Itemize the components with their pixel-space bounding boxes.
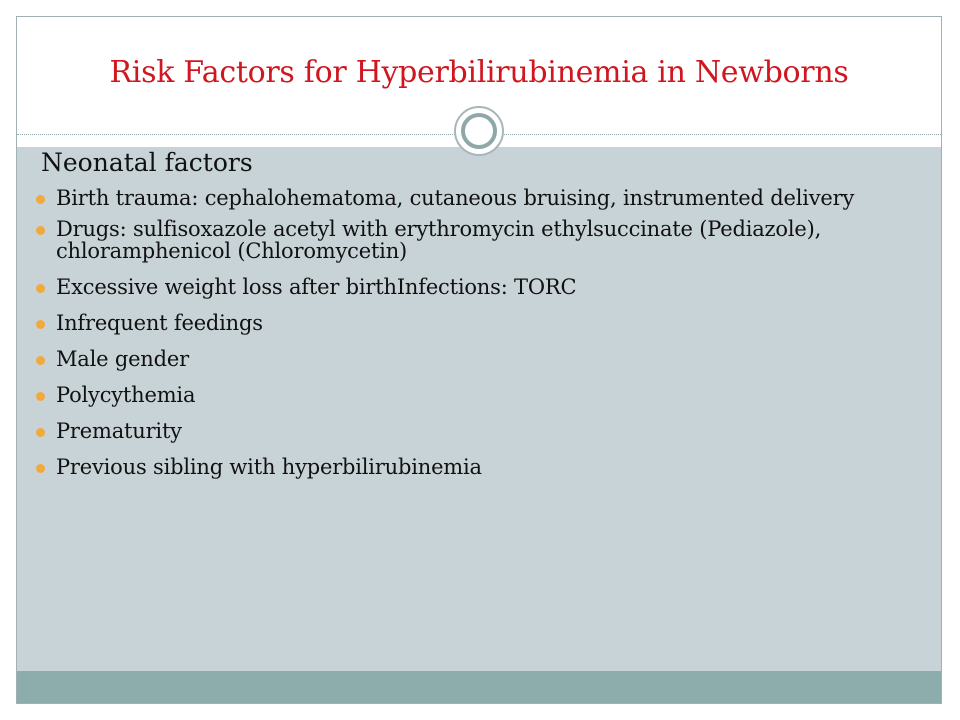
bullet-dot-icon xyxy=(36,195,45,204)
bullet-text: Previous sibling with hyperbilirubinemia xyxy=(56,455,482,479)
list-item xyxy=(34,187,904,209)
bullet-text: Male gender xyxy=(56,347,189,371)
list-item xyxy=(34,218,904,262)
slide-title: Risk Factors for Hyperbilirubinemia in Newborns xyxy=(109,55,849,90)
list-item xyxy=(34,420,904,442)
bullet-text: Excessive weight loss after birthInfections: TORC xyxy=(56,275,577,299)
list-item xyxy=(34,348,904,370)
bullet-dot-icon xyxy=(36,464,45,473)
bullet-dot-icon xyxy=(36,284,45,293)
bullet-dot-icon xyxy=(36,356,45,365)
bullet-dot-icon xyxy=(36,392,45,401)
list-item xyxy=(34,456,904,478)
list-item xyxy=(34,276,904,298)
bullet-text: Polycythemia xyxy=(56,383,196,407)
bullet-dot-icon xyxy=(36,428,45,437)
bullet-text: Infrequent feedings xyxy=(56,311,263,335)
circle-ornament-icon xyxy=(454,106,504,156)
bullet-dot-icon xyxy=(36,320,45,329)
list-item xyxy=(34,384,904,406)
bullet-dot-icon xyxy=(36,226,45,235)
bullet-list xyxy=(34,187,904,487)
section-heading: Neonatal factors xyxy=(41,148,253,177)
list-item xyxy=(34,312,904,334)
footer-band xyxy=(17,671,941,704)
bullet-text: Prematurity xyxy=(56,419,182,443)
bullet-text: Birth trauma: cephalohematoma, cutaneous bruising, instrumented delivery xyxy=(56,186,855,210)
bullet-text: Drugs: sulfisoxazole acetyl with erythromycin ethylsuccinate (Pediazole), chloramphenicol (Chloromycetin) xyxy=(56,217,822,263)
slide xyxy=(16,16,942,704)
